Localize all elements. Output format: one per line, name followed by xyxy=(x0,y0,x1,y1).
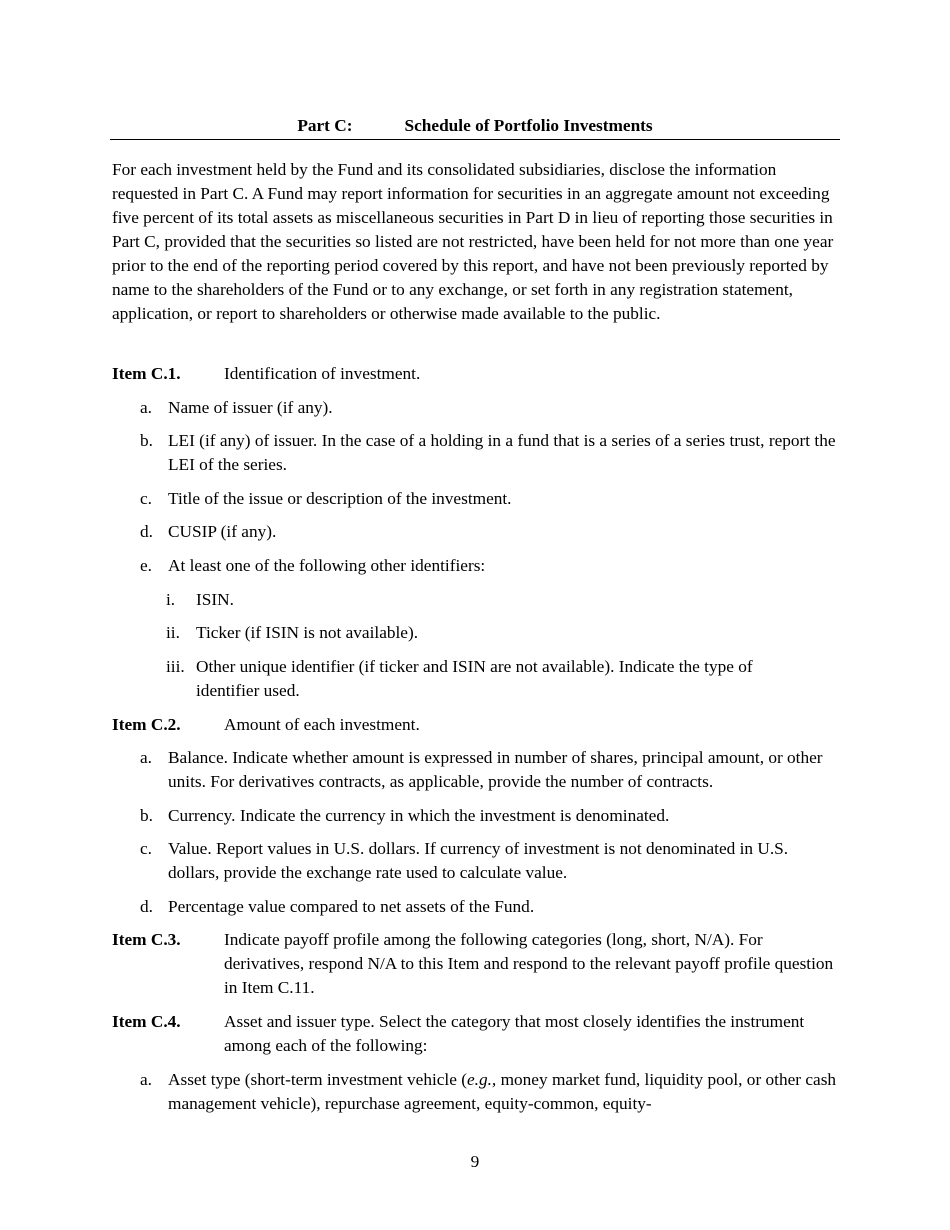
list-text: Currency. Indicate the currency in which the investment is denominated. xyxy=(168,806,670,825)
list-text: CUSIP (if any). xyxy=(168,522,277,541)
list-marker: c. xyxy=(140,839,152,858)
part-header xyxy=(110,115,840,140)
list-text: LEI (if any) of issuer. In the case of a holding in a fund that is a series of a series trust, report the LEI of the series. xyxy=(168,431,836,474)
item-text: Asset and issuer type. Select the category that most closely identifies the instrument among each of the following: xyxy=(224,1012,805,1055)
list-text: Title of the issue or description of the investment. xyxy=(168,489,512,508)
item-text: Identification of investment. xyxy=(224,364,421,383)
list-marker: e. xyxy=(140,556,152,575)
list-text: ISIN. xyxy=(196,590,234,609)
list-marker: iii. xyxy=(166,657,185,676)
list-marker: d. xyxy=(140,897,153,916)
list-marker: b. xyxy=(140,806,153,825)
item-text: Indicate payoff profile among the following categories (long, short, N/A). For derivatives, respond N/A to this Item and respond to the relevant payoff profile question in Item C.11. xyxy=(224,930,834,997)
list-text xyxy=(168,1068,840,1116)
list-marker: i. xyxy=(166,590,176,609)
list-marker: d. xyxy=(140,522,153,541)
list-marker: c. xyxy=(140,489,152,508)
list-text: At least one of the following other identifiers: xyxy=(168,556,486,575)
intro-paragraph: For each investment held by the Fund and its consolidated subsidiaries, disclose the information requested in Part C. A Fund may report information for securities in an aggregate amount not exceeding five percent of its total assets as miscellaneous securities in Part D in lieu of reporting those securities in Part C, provided that the securities so listed are not restricted, have been held for not more than one year prior to the end of the reporting period covered by this report, and have not been previously reported by name to the shareholders of the Fund or to any exchange, or set forth in any registration statement, application, or report to shareholders or otherwise made available to the public. xyxy=(112,160,834,323)
list-marker: a. xyxy=(140,748,152,767)
list-text: Ticker (if ISIN is not available). xyxy=(196,623,419,642)
list-marker: a. xyxy=(140,398,152,417)
item-text: Amount of each investment. xyxy=(224,715,420,734)
part-label: Part C: xyxy=(297,116,353,135)
list-text: Value. Report values in U.S. dollars. If currency of investment is not denominated in U.S. dollars, provide the exchange rate used to calculate value. xyxy=(168,839,789,882)
page-number: 9 xyxy=(470,1152,480,1171)
item-number: Item C.3. xyxy=(112,930,181,949)
list-marker: a. xyxy=(140,1070,152,1089)
list-text: Balance. Indicate whether amount is expressed in number of shares, principal amount, or other units. For derivatives contracts, as applicable, provide the number of contracts. xyxy=(168,748,823,791)
italic-eg: e.g., xyxy=(466,1070,497,1089)
list-text: Name of issuer (if any). xyxy=(168,398,333,417)
list-text: Other unique identifier (if ticker and ISIN are not available). Indicate the type of identifier used. xyxy=(196,657,753,700)
part-title: Schedule of Portfolio Investments xyxy=(404,116,653,135)
list-marker: b. xyxy=(140,431,153,450)
item-number: Item C.1. xyxy=(112,364,181,383)
list-text: Percentage value compared to net assets of the Fund. xyxy=(168,897,535,916)
list-marker: ii. xyxy=(166,623,180,642)
item-number: Item C.2. xyxy=(112,715,181,734)
item-number: Item C.4. xyxy=(112,1012,181,1031)
text-run: money market fund, liquidity pool, or other cash management vehicle), repurchase agreement, equity-common, equity- xyxy=(168,1070,837,1113)
text-run: Asset type (short-term investment vehicle ( xyxy=(168,1070,467,1089)
